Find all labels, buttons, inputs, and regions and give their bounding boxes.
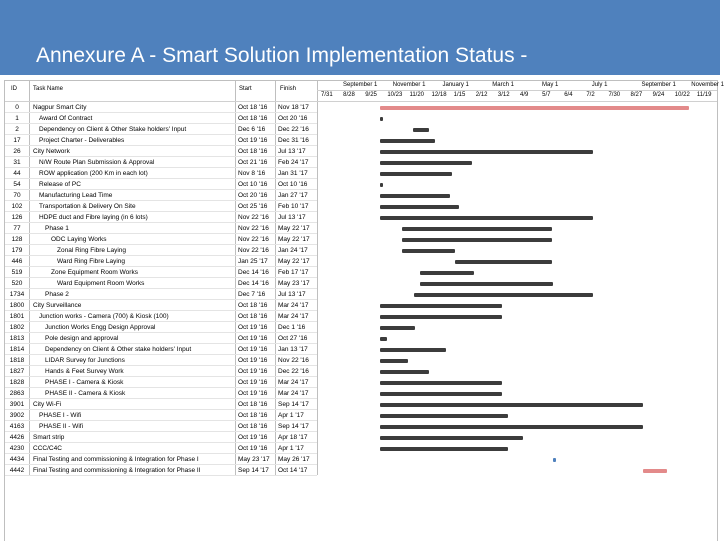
row-task-name: Nagpur Smart City (33, 104, 87, 111)
row-finish: Mar 24 '17 (278, 390, 309, 397)
row-divider (5, 420, 317, 421)
row-id: 77 (13, 225, 21, 232)
row-task-name: Final Testing and commissioning & Integration for Phase I (33, 456, 199, 463)
row-start: Oct 18 '16 (238, 148, 268, 155)
row-divider (5, 431, 317, 432)
row-task-name: N/W Route Plan Submission & Approval (39, 159, 155, 166)
row-divider (5, 244, 317, 245)
gantt-bar[interactable] (414, 293, 593, 297)
gantt-bar[interactable] (380, 381, 502, 385)
row-id: 102 (11, 203, 23, 210)
timeline-week-label: 4/9 (520, 92, 529, 98)
row-finish: Oct 27 '16 (278, 335, 308, 342)
row-start: Sep 14 '17 (238, 467, 269, 474)
row-start: Oct 18 '16 (238, 401, 268, 408)
row-task-name: PHASE II - Wifi (39, 423, 84, 430)
row-start: Oct 19 '16 (238, 379, 268, 386)
gantt-bar[interactable] (380, 194, 450, 198)
row-divider (5, 178, 317, 179)
timeline-week-label: 12/18 (431, 92, 447, 98)
row-finish: Dec 22 '16 (278, 126, 309, 133)
row-start: Dec 6 '16 (238, 126, 266, 133)
row-task-name: LIDAR Survey for Junctions (45, 357, 125, 364)
row-divider (5, 189, 317, 190)
row-task-name: Final Testing and commissioning & Integration for Phase II (33, 467, 201, 474)
gantt-bar[interactable] (413, 128, 429, 132)
row-divider (5, 134, 317, 135)
row-id: 3902 (9, 412, 25, 419)
row-id: 4426 (9, 434, 25, 441)
timeline-month-label: March 1 (492, 82, 514, 88)
row-start: Oct 19 '16 (238, 137, 268, 144)
row-start: Oct 25 '16 (238, 203, 268, 210)
timeline-week-label: 1/15 (453, 92, 466, 98)
row-finish: Mar 24 '17 (278, 302, 309, 309)
gantt-bar[interactable] (380, 425, 643, 429)
gantt-bar[interactable] (380, 337, 387, 341)
row-divider (5, 112, 317, 113)
row-divider (5, 310, 317, 311)
gantt-bar[interactable] (380, 436, 523, 440)
timeline-week-label: 8/28 (343, 92, 355, 98)
row-start: Dec 7 '16 (238, 291, 266, 298)
timeline-week-label: 7/30 (608, 92, 621, 98)
row-divider (5, 475, 317, 476)
row-task-name: HDPE duct and Fibre laying (in 6 lots) (39, 214, 148, 221)
row-divider (5, 321, 317, 322)
timeline-month-label: July 1 (591, 82, 608, 88)
row-id: 4434 (9, 456, 25, 463)
row-task-name: PHASE I - Camera & Kiosk (45, 379, 124, 386)
row-divider (5, 354, 317, 355)
gantt-sheet (4, 80, 724, 541)
row-divider (5, 376, 317, 377)
timeline-divider (317, 90, 717, 91)
gantt-bar[interactable] (380, 414, 508, 418)
row-start: Oct 19 '16 (238, 357, 268, 364)
column-divider (317, 81, 318, 475)
row-id: 0 (15, 104, 19, 111)
row-task-name: Phase 1 (45, 225, 69, 232)
row-finish: May 22 '17 (278, 225, 310, 232)
row-id: 17 (13, 137, 21, 144)
timeline-week-label: 2/12 (475, 92, 488, 98)
gantt-bar[interactable] (455, 260, 552, 264)
row-divider (5, 442, 317, 443)
row-id: 1801 (9, 313, 25, 320)
row-finish: Dec 22 '16 (278, 368, 309, 375)
row-task-name: Manufacturing Lead Time (39, 192, 113, 199)
row-task-name: City Surveillance (33, 302, 82, 309)
column-divider (235, 81, 236, 475)
gantt-bar[interactable] (643, 469, 667, 473)
row-id: 3901 (9, 401, 25, 408)
row-id: 519 (11, 269, 23, 276)
row-id: 126 (11, 214, 23, 221)
row-finish: Jan 24 '17 (278, 247, 308, 254)
gantt-bar[interactable] (380, 370, 429, 374)
row-id: 2 (15, 126, 19, 133)
row-start: Oct 19 '16 (238, 434, 268, 441)
timeline-week-label: 10/23 (387, 92, 403, 98)
row-start: Oct 18 '16 (238, 302, 268, 309)
timeline-month-label: November 1 (691, 82, 724, 88)
timeline-week-label: 10/22 (674, 92, 690, 98)
row-divider (5, 233, 317, 234)
row-start: Oct 19 '16 (238, 324, 268, 331)
row-task-name: ROW application (200 Km in each lot) (39, 170, 148, 177)
row-start: Nov 8 '16 (238, 170, 266, 177)
row-task-name: PHASE I - Wifi (39, 412, 82, 419)
row-start: Dec 14 '16 (238, 280, 269, 287)
gantt-bar[interactable] (380, 403, 643, 407)
gantt-bar[interactable] (402, 238, 552, 242)
timeline-month-label: September 1 (343, 82, 378, 88)
row-id: 520 (11, 280, 23, 287)
timeline-month-label: September 1 (641, 82, 676, 88)
header-finish: Finish (280, 86, 297, 92)
row-finish: Jul 13 '17 (278, 148, 306, 155)
row-id: 1818 (9, 357, 25, 364)
row-task-name: Junction works - Camera (700) & Kiosk (100) (39, 313, 169, 320)
slide-title: Annexure A - Smart Solution Implementation Status - (36, 44, 528, 67)
row-divider (5, 464, 317, 465)
row-task-name: Dependency on Client & Other stake holders' Input (45, 346, 192, 353)
row-divider (5, 332, 317, 333)
row-finish: May 23 '17 (278, 280, 310, 287)
row-id: 1800 (9, 302, 25, 309)
row-divider (5, 123, 317, 124)
row-start: Oct 18 '16 (238, 423, 268, 430)
row-task-name: Pole design and approval (45, 335, 119, 342)
row-finish: Apr 1 '17 (278, 412, 304, 419)
row-start: Oct 19 '16 (238, 346, 268, 353)
row-finish: Jan 27 '17 (278, 192, 308, 199)
row-divider (5, 387, 317, 388)
row-start: Nov 22 '16 (238, 225, 269, 232)
row-finish: Apr 18 '17 (278, 434, 308, 441)
row-finish: Jan 13 '17 (278, 346, 308, 353)
row-task-name: Zone Equipment Room Works (51, 269, 138, 276)
row-task-name: Ward Equipment Room Works (57, 280, 145, 287)
row-task-name: Release of PC (39, 181, 81, 188)
row-divider (5, 200, 317, 201)
timeline-week-label: 7/2 (586, 92, 595, 98)
row-finish: Apr 1 '17 (278, 445, 304, 452)
row-task-name: Junction Works Engg Design Approval (45, 324, 156, 331)
gantt-bar[interactable] (380, 161, 472, 165)
row-task-name: ODC Laying Works (51, 236, 107, 243)
gantt-bar[interactable] (553, 458, 556, 462)
row-task-name: City Wi-Fi (33, 401, 62, 408)
row-finish: Mar 24 '17 (278, 313, 309, 320)
row-id: 1813 (9, 335, 25, 342)
header-task: Task Name (33, 86, 64, 92)
row-start: Oct 20 '16 (238, 192, 268, 199)
row-id: 1827 (9, 368, 25, 375)
row-start: Oct 18 '16 (238, 313, 268, 320)
row-divider (5, 255, 317, 256)
row-divider (5, 343, 317, 344)
row-divider (5, 398, 317, 399)
row-finish: May 26 '17 (278, 456, 310, 463)
row-task-name: Project Charter - Deliverables (39, 137, 125, 144)
timeline-week-label: 7/31 (321, 92, 333, 98)
gantt-bar[interactable] (380, 216, 593, 220)
row-start: May 23 '17 (238, 456, 270, 463)
row-start: Dec 14 '16 (238, 269, 269, 276)
row-id: 4442 (9, 467, 25, 474)
header-start: Start (239, 86, 252, 92)
timeline-week-label: 9/25 (365, 92, 377, 98)
row-id: 2863 (9, 390, 25, 397)
gantt-bar[interactable] (380, 359, 408, 363)
row-finish: May 22 '17 (278, 236, 310, 243)
row-finish: Dec 1 '16 (278, 324, 306, 331)
gantt-bar[interactable] (380, 315, 502, 319)
row-divider (5, 266, 317, 267)
row-id: 128 (11, 236, 23, 243)
timeline-week-label: 5/7 (542, 92, 551, 98)
row-start: Oct 18 '16 (238, 104, 268, 111)
row-finish: Oct 10 '16 (278, 181, 308, 188)
row-divider (5, 211, 317, 212)
row-id: 179 (11, 247, 23, 254)
gantt-bar[interactable] (420, 271, 474, 275)
row-task-name: Ward Ring Fibre Laying (57, 258, 126, 265)
row-divider (5, 409, 317, 410)
row-id: 446 (11, 258, 23, 265)
column-divider (275, 81, 276, 475)
gantt-bar[interactable] (402, 227, 552, 231)
row-finish: Jan 31 '17 (278, 170, 308, 177)
title-bar (0, 0, 720, 75)
gantt-bar[interactable] (420, 282, 553, 286)
row-id: 1734 (9, 291, 25, 298)
gantt-bar[interactable] (380, 304, 502, 308)
row-task-name: City Network (33, 148, 70, 155)
row-start: Oct 19 '16 (238, 335, 268, 342)
row-finish: Mar 24 '17 (278, 379, 309, 386)
row-finish: Nov 22 '16 (278, 357, 309, 364)
row-task-name: Transportation & Delivery On Site (39, 203, 136, 210)
row-id: 70 (13, 192, 21, 199)
row-divider (5, 288, 317, 289)
row-divider (5, 453, 317, 454)
header-id: ID (11, 86, 17, 92)
row-id: 1 (15, 115, 19, 122)
timeline-week-label: 8/27 (630, 92, 643, 98)
gantt-bar[interactable] (380, 117, 383, 121)
timeline-week-label: 11/19 (696, 92, 712, 98)
row-task-name: CCC/C4C (33, 445, 62, 452)
row-finish: May 22 '17 (278, 258, 310, 265)
row-start: Jan 25 '17 (238, 258, 268, 265)
row-id: 1814 (9, 346, 25, 353)
row-finish: Feb 10 '17 (278, 203, 309, 210)
row-id: 4163 (9, 423, 25, 430)
row-start: Oct 18 '16 (238, 115, 268, 122)
timeline-week-label: 3/12 (497, 92, 510, 98)
row-task-name: Dependency on Client & Other Stake holders' Input (39, 126, 187, 133)
row-id: 26 (13, 148, 21, 155)
row-task-name: Smart strip (33, 434, 65, 441)
row-id: 4230 (9, 445, 25, 452)
gantt-bar[interactable] (380, 139, 435, 143)
row-divider (5, 365, 317, 366)
row-finish: Feb 17 '17 (278, 269, 309, 276)
row-finish: Jul 13 '17 (278, 214, 306, 221)
header-divider (5, 101, 717, 102)
column-divider (29, 81, 30, 475)
gantt-bar[interactable] (380, 205, 459, 209)
row-finish: Dec 31 '16 (278, 137, 309, 144)
row-finish: Oct 20 '16 (278, 115, 308, 122)
row-finish: Nov 18 '17 (278, 104, 309, 111)
gantt-bar[interactable] (402, 249, 455, 253)
row-start: Nov 22 '16 (238, 236, 269, 243)
row-start: Oct 19 '16 (238, 368, 268, 375)
row-start: Oct 19 '16 (238, 445, 268, 452)
row-task-name: Zonal Ring Fibre Laying (57, 247, 127, 254)
gantt-bar[interactable] (380, 348, 446, 352)
row-start: Oct 21 '16 (238, 159, 268, 166)
row-finish: Jul 13 '17 (278, 291, 306, 298)
row-start: Nov 22 '16 (238, 214, 269, 221)
timeline-week-label: 6/4 (564, 92, 573, 98)
timeline-week-label: 11/20 (409, 92, 425, 98)
row-divider (5, 167, 317, 168)
timeline-month-label: May 1 (542, 82, 559, 88)
timeline-month-label: November 1 (392, 82, 426, 88)
row-task-name: Phase 2 (45, 291, 69, 298)
row-start: Nov 22 '16 (238, 247, 269, 254)
row-finish: Sep 14 '17 (278, 401, 309, 408)
row-task-name: PHASE II - Camera & Kiosk (45, 390, 126, 397)
row-divider (5, 277, 317, 278)
row-divider (5, 299, 317, 300)
row-finish: Sep 14 '17 (278, 423, 309, 430)
row-divider (5, 222, 317, 223)
row-id: 31 (13, 159, 21, 166)
gantt-bar[interactable] (380, 326, 415, 330)
row-id: 44 (13, 170, 21, 177)
gantt-bar[interactable] (380, 183, 383, 187)
row-start: Oct 19 '16 (238, 390, 268, 397)
row-id: 1828 (9, 379, 25, 386)
timeline-week-label: 9/24 (652, 92, 665, 98)
row-start: Oct 10 '16 (238, 181, 268, 188)
gantt-bar[interactable] (380, 106, 689, 110)
row-id: 1802 (9, 324, 25, 331)
gantt-bar[interactable] (380, 172, 452, 176)
gantt-bar[interactable] (380, 150, 593, 154)
row-task-name: Award Of Contract (39, 115, 93, 122)
row-finish: Feb 24 '17 (278, 159, 309, 166)
gantt-bar[interactable] (380, 447, 508, 451)
row-finish: Oct 14 '17 (278, 467, 308, 474)
timeline-month-label: January 1 (442, 82, 469, 88)
gantt-bar[interactable] (380, 392, 502, 396)
row-task-name: Hands & Feet Survey Work (45, 368, 124, 375)
row-divider (5, 145, 317, 146)
row-id: 54 (13, 181, 21, 188)
row-divider (5, 156, 317, 157)
row-start: Oct 18 '16 (238, 412, 268, 419)
